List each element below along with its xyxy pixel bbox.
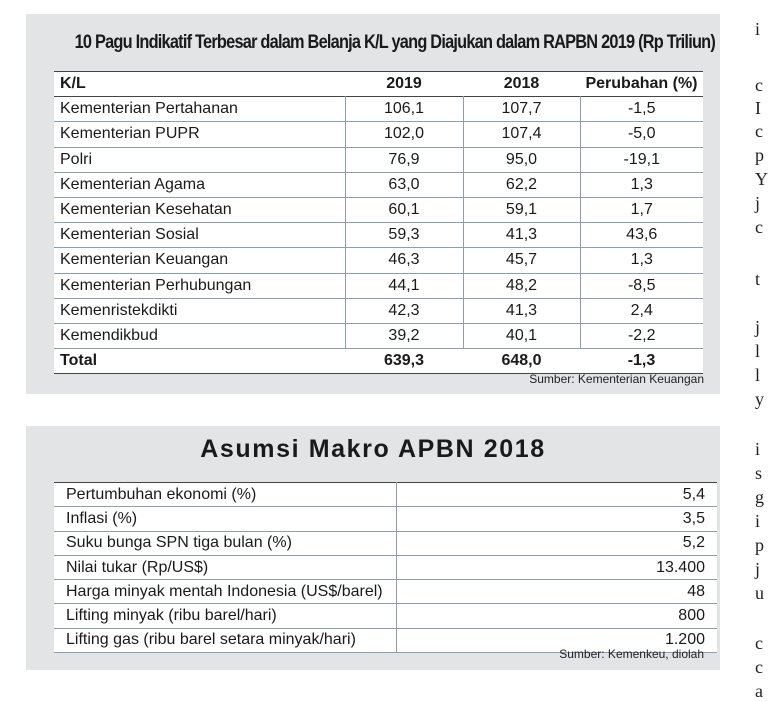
- total-2019: 639,3: [383, 352, 425, 370]
- indicator-value: 800: [397, 604, 718, 628]
- header-2019: 2019: [386, 75, 422, 93]
- budget-table-title: 10 Pagu Indikatif Terbesar dalam Belanja K/L yang Diajukan dalam RAPBN 2019 (Rp Triliun): [74, 32, 716, 53]
- cropped-glyph: c: [755, 633, 763, 653]
- table-row: [54, 273, 703, 298]
- ministry-name: Kementerian Sosial: [54, 223, 345, 248]
- value-2018: 107,7: [463, 97, 580, 122]
- total-2018: 648,0: [501, 352, 542, 370]
- indicator-value: 5,4: [397, 483, 718, 507]
- indicator-label: Lifting minyak (ribu barel/hari): [54, 604, 397, 628]
- ministry-name: Kementerian Perhubungan: [54, 273, 345, 298]
- macro-table: [54, 482, 717, 653]
- header-perubahan: Perubahan (%): [585, 75, 698, 93]
- cropped-glyph: i: [755, 511, 761, 531]
- ministry-name: Kementerian PUPR: [54, 122, 345, 147]
- cropped-glyph: g: [755, 487, 764, 507]
- value-2019: 42,3: [345, 298, 463, 323]
- value-2019: 59,3: [345, 223, 463, 248]
- value-2019: 60,1: [345, 197, 463, 222]
- ministry-name: Kemenristekdikti: [54, 298, 345, 323]
- value-2018: 48,2: [463, 273, 580, 298]
- indicator-label: Nilai tukar (Rp/US$): [54, 555, 397, 579]
- table-row: [54, 483, 717, 507]
- value-change: 1,3: [630, 251, 653, 269]
- table-row: [54, 555, 717, 579]
- value-2018: 40,1: [463, 323, 580, 348]
- cropped-glyph: i: [755, 19, 761, 39]
- value-change: -19,1: [623, 150, 660, 168]
- indicator-value: 5,2: [397, 531, 718, 555]
- value-2018: 45,7: [463, 248, 580, 273]
- value-2019: 63,0: [345, 172, 463, 197]
- cropped-glyph: t: [755, 269, 761, 289]
- cropped-glyph: a: [755, 681, 763, 701]
- value-change: -2,2: [627, 326, 656, 344]
- cropped-glyph: p: [755, 145, 764, 165]
- cropped-glyph: Y: [755, 169, 768, 189]
- indicator-label: Harga minyak mentah Indonesia (US$/barel): [54, 580, 397, 604]
- value-change: 1,7: [630, 201, 653, 219]
- macro-panel: [26, 426, 720, 670]
- value-change: 1,3: [630, 175, 653, 193]
- cropped-glyph: c: [755, 121, 763, 141]
- total-row: [54, 349, 703, 374]
- table-row: [54, 248, 703, 273]
- value-change: -5,0: [627, 125, 656, 143]
- cropped-glyph: c: [755, 657, 763, 677]
- total-label: Total: [60, 352, 98, 370]
- table-row: [54, 223, 703, 248]
- indicator-value: 1.200: [397, 628, 718, 652]
- value-2018: 62,2: [463, 172, 580, 197]
- ministry-name: Kemendikbud: [54, 323, 345, 348]
- indicator-label: Inflasi (%): [54, 507, 397, 531]
- value-2018: 59,1: [463, 197, 580, 222]
- value-2019: 76,9: [345, 147, 463, 172]
- cropped-glyph: y: [755, 389, 764, 409]
- ministry-name: Kementerian Agama: [54, 172, 345, 197]
- value-2019: 39,2: [345, 323, 463, 348]
- value-2018: 95,0: [463, 147, 580, 172]
- cropped-glyph: c: [755, 75, 763, 95]
- value-change: 2,4: [630, 301, 653, 319]
- cropped-glyph: u: [755, 583, 764, 603]
- indicator-value: 3,5: [397, 507, 718, 531]
- indicator-value: 13.400: [397, 555, 718, 579]
- value-change: -1,5: [627, 100, 656, 118]
- budget-table: [54, 71, 703, 374]
- cropped-glyph: p: [755, 535, 764, 555]
- table-row: [54, 531, 717, 555]
- value-2018: 41,3: [463, 298, 580, 323]
- ministry-name: Kementerian Keuangan: [54, 248, 345, 273]
- indicator-label: Lifting gas (ribu barel setara minyak/hari): [54, 628, 397, 652]
- cropped-glyph: l: [755, 365, 761, 385]
- total-change: -1,3: [627, 352, 656, 370]
- table-row: [54, 147, 703, 172]
- budget-panel: [26, 14, 720, 394]
- table-row: [54, 323, 703, 348]
- ministry-name: Kementerian Pertahanan: [54, 97, 345, 122]
- cropped-glyph: l: [755, 341, 761, 361]
- value-2019: 102,0: [345, 122, 463, 147]
- cropped-glyph: j: [755, 559, 761, 579]
- table-row: [54, 298, 703, 323]
- ministry-name: Kementerian Kesehatan: [54, 197, 345, 222]
- cropped-glyph: s: [755, 463, 763, 483]
- ministry-name: Polri: [54, 147, 345, 172]
- header-kl: K/L: [60, 75, 86, 93]
- table-row: [54, 122, 703, 147]
- cropped-text-column: [755, 0, 768, 701]
- budget-table-source: Sumber: Kementerian Keuangan: [529, 372, 704, 386]
- cropped-glyph: i: [755, 439, 761, 459]
- table-row: [54, 197, 703, 222]
- value-2019: 44,1: [345, 273, 463, 298]
- cropped-glyph: c: [755, 217, 763, 237]
- cropped-glyph: I: [755, 98, 761, 118]
- cropped-glyph: j: [755, 193, 761, 213]
- table-row: [54, 97, 703, 122]
- header-2018: 2018: [503, 75, 540, 93]
- value-2018: 107,4: [463, 122, 580, 147]
- value-change: 43,6: [626, 226, 658, 244]
- table-row: [54, 604, 717, 628]
- value-2018: 41,3: [463, 223, 580, 248]
- table-row: [54, 507, 717, 531]
- value-change: -8,5: [627, 276, 656, 294]
- macro-table-title: Asumsi Makro APBN 2018: [200, 435, 546, 463]
- table-row: [54, 172, 703, 197]
- value-2019: 46,3: [345, 248, 463, 273]
- indicator-label: Pertumbuhan ekonomi (%): [54, 483, 397, 507]
- value-2019: 106,1: [345, 97, 463, 122]
- macro-table-source: Sumber: Kemenkeu, diolah: [559, 647, 704, 661]
- budget-table-header-row: [54, 72, 703, 97]
- cropped-glyph: j: [755, 317, 761, 337]
- indicator-label: Suku bunga SPN tiga bulan (%): [54, 531, 397, 555]
- indicator-value: 48: [397, 580, 718, 604]
- table-row: [54, 580, 717, 604]
